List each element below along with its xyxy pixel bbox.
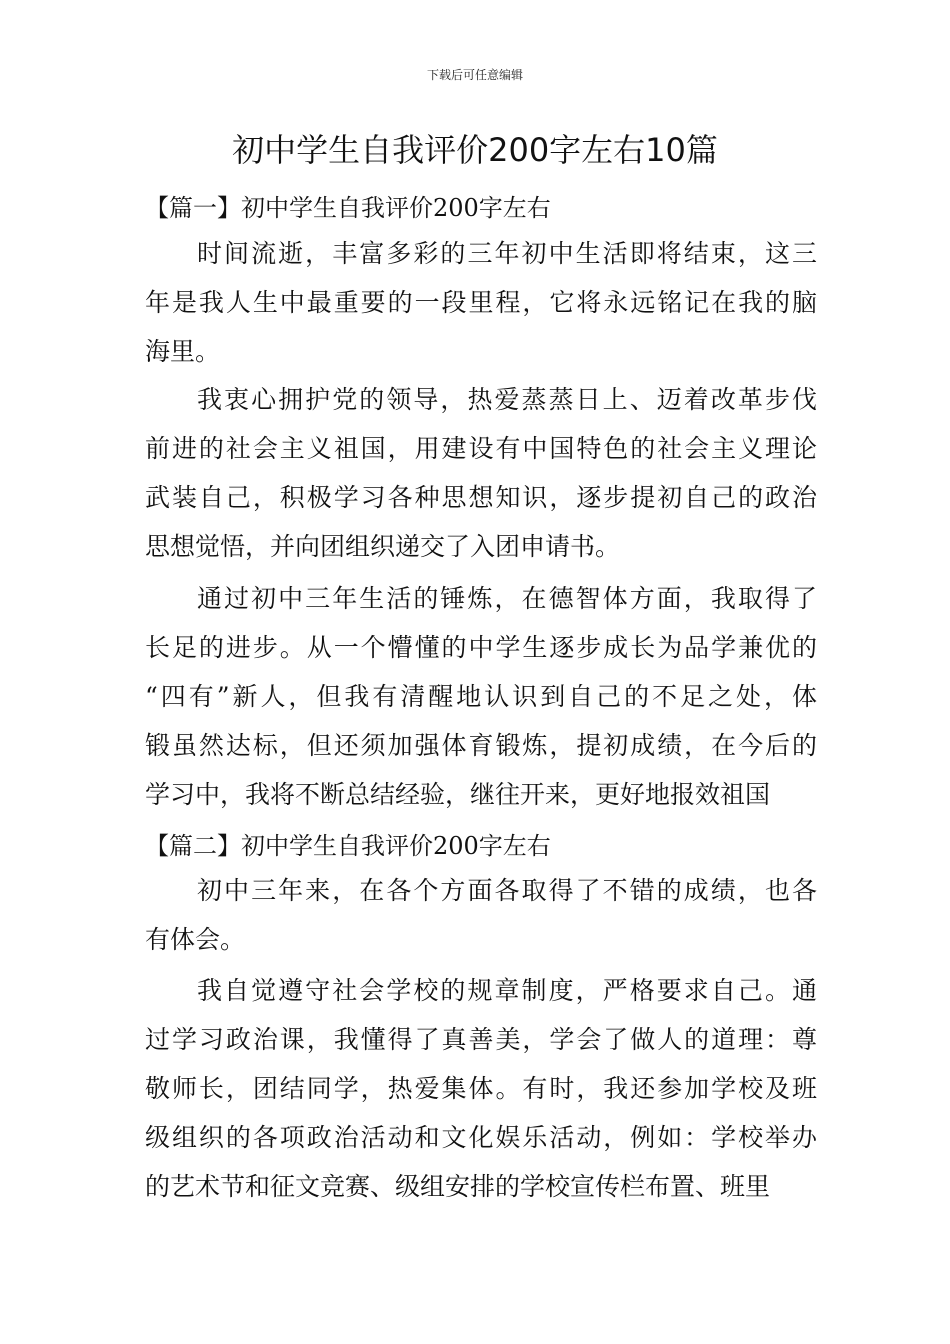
paragraph-line: 级组织的各项政治活动和文化娱乐活动，例如：学校举办: [145, 1123, 817, 1152]
paragraph-line: 锻虽然达标，但还须加强体育锻炼，提初成绩，在今后的: [145, 731, 817, 760]
paragraph-line: 思想觉悟，并向团组织递交了入团申请书。: [145, 532, 621, 561]
paragraph: [145, 229, 817, 376]
paragraph-line: 时间流逝，丰富多彩的三年初中生活即将结束，这三: [197, 239, 817, 268]
paragraph-line: 有体会。: [145, 925, 246, 954]
paragraph-line: 过学习政治课，我懂得了真善美，学会了做人的道理：尊: [145, 1025, 817, 1054]
paragraph-line: 初中三年来，在各个方面各取得了不错的成绩，也各: [197, 876, 817, 905]
paragraph-line: 敬师长，团结同学，热爱集体。有时，我还参加学校及班: [145, 1074, 817, 1103]
paragraph: [145, 375, 817, 571]
paragraph-line: 学习中，我将不断总结经验，继往开来，更好地报效祖国: [145, 780, 771, 809]
paragraph: [145, 866, 817, 964]
document-title: 初中学生自我评价200字左右10篇: [232, 131, 718, 169]
section-heading: 【篇二】初中学生自我评价200字左右: [145, 832, 551, 860]
header-note: 下载后可任意编辑: [426, 68, 523, 82]
paragraph-line: 长足的进步。从一个懵懂的中学生逐步成长为品学兼优的: [145, 633, 817, 662]
paragraph-line: 海里。: [145, 337, 221, 366]
paragraph-line: 前进的社会主义祖国，用建设有中国特色的社会主义理论: [145, 434, 817, 463]
paragraph: [145, 966, 817, 1211]
section-heading: 【篇一】初中学生自我评价200字左右: [145, 194, 551, 222]
paragraph: [145, 574, 817, 819]
paragraph-line: “四有”新人，但我有清醒地认识到自己的不足之处，体: [145, 682, 817, 711]
paragraph-line: 我自觉遵守社会学校的规章制度，严格要求自己。通: [197, 976, 817, 1005]
paragraph-line: 我衷心拥护党的领导，热爱蒸蒸日上、迈着改革步伐: [197, 385, 817, 414]
paragraph-line: 的艺术节和征文竞赛、级组安排的学校宣传栏布置、班里: [145, 1172, 771, 1201]
paragraph-line: 年是我人生中最重要的一段里程，它将永远铭记在我的脑: [145, 288, 817, 317]
paragraph-line: 武装自己，积极学习各种思想知识，逐步提初自己的政治: [145, 483, 817, 512]
paragraph-line: 通过初中三年生活的锤炼，在德智体方面，我取得了: [197, 584, 817, 613]
